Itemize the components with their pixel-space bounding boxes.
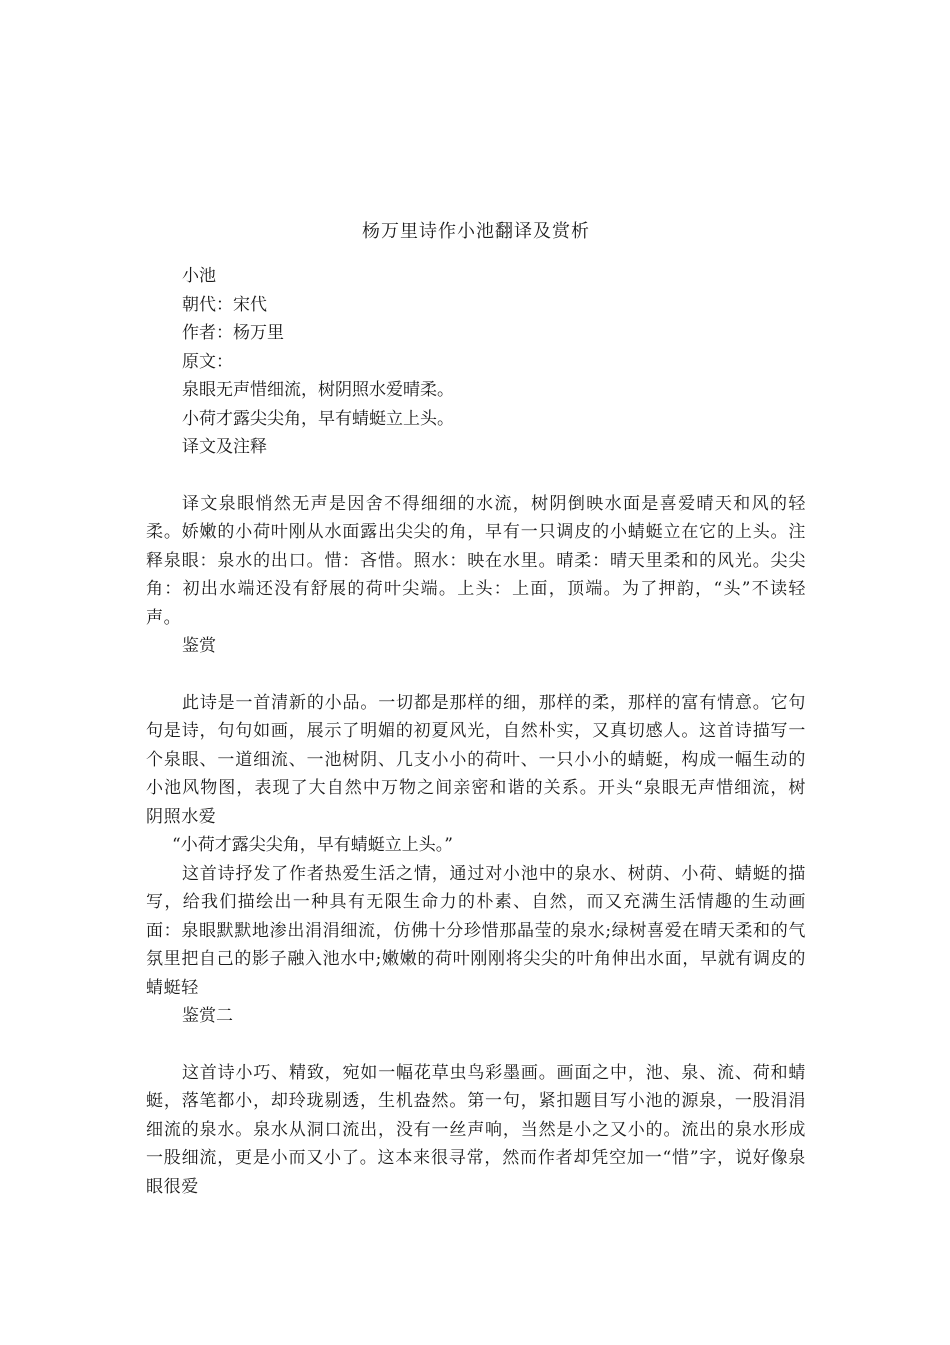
document-page: [146, 218, 806, 1201]
dynasty-line: 朝代：宋代: [182, 294, 267, 315]
appreciation-2-paragraph: 这首诗小巧、精致，宛如一幅花草虫鸟彩墨画。画面之中，池、泉、流、荷和蜻蜓，落笔都小，却玲珑剔透，生机盎然。第一句，紧扣题目写小池的源泉，一股涓涓细流的泉水。泉水从洞口流出，没有一丝声响，当然是小之又小的。流出的泉水形成一股细流，更是小而又小了。这本来很寻常，然而作者却凭空加一“惜”字，说好像泉眼很爱: [146, 1062, 806, 1197]
appreciation-paragraph: 此诗是一首清新的小品。一切都是那样的细，那样的柔，那样的富有情意。它句句是诗，句句如画，展示了明媚的初夏风光，自然朴实，又真切感人。这首诗描写一个泉眼、一道细流、一池树阴、几支小小的荷叶、一只小小的蜻蜓，构成一幅生动的小池风物图，表现了大自然中万物之间亲密和谐的关系。开头“泉眼无声惜细流，树阴照水爱: [146, 692, 806, 827]
author-line: 作者：杨万里: [182, 323, 284, 343]
document-title: 杨万里诗作小池翻译及赏析: [362, 221, 590, 242]
appreciation-quote: “小荷才露尖尖角，早有蜻蜓立上头。”: [172, 835, 453, 855]
translation-paragraph: 译文泉眼悄然无声是因舍不得细细的水流，树阴倒映水面是喜爱晴天和风的轻柔。娇嫩的小荷叶刚从水面露出尖尖的角，早有一只调皮的小蜻蜓立在它的上头。注释泉眼：泉水的出口。惜：吝惜。照水：映在水里。晴柔：晴天里柔和的风光。尖尖角：初出水端还没有舒展的荷叶尖端。上头：上面，顶端。为了押韵，“头”不读轻声。: [146, 493, 806, 628]
original-label: 原文：: [182, 351, 233, 372]
poem-line-1: 泉眼无声惜细流，树阴照水爱晴柔。: [182, 380, 454, 400]
spacer: [146, 661, 806, 689]
spacer: [146, 1031, 806, 1059]
translation-heading: 译文及注释: [182, 437, 267, 457]
poem-title: 小池: [182, 266, 216, 286]
spacer: [146, 462, 806, 490]
appreciation-paragraph-2: 这首诗抒发了作者热爱生活之情，通过对小池中的泉水、树荫、小荷、蜻蜓的描写，给我们描绘出一种具有无限生命力的朴素、自然，而又充满生活情趣的生动画面：泉眼默默地渗出涓涓细流，仿佛十分珍惜那晶莹的泉水;绿树喜爱在晴天柔和的气氛里把自己的影子融入池水中;嫩嫩的荷叶刚刚将尖尖的叶角伸出水面，早就有调皮的蜻蜓轻: [146, 863, 806, 998]
poem-line-2: 小荷才露尖尖角，早有蜻蜓立上头。: [182, 408, 454, 429]
appreciation-2-heading: 鉴赏二: [182, 1006, 233, 1026]
appreciation-heading: 鉴赏: [182, 636, 216, 656]
